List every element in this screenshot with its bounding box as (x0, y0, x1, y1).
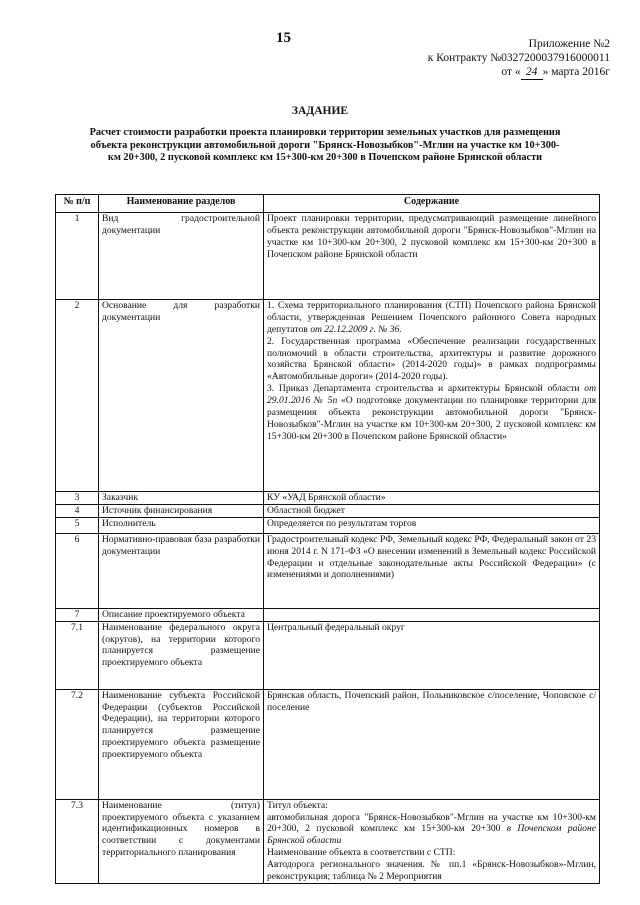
appendix-title: Приложение №2 (528, 38, 610, 50)
date-suffix: » марта 2016г (542, 66, 610, 78)
table-row (56, 517, 600, 533)
row-name: Основание для разработки документации (99, 299, 264, 491)
document-subtitle: Расчет стоимости разработки проекта планировки территории земельных участков для размещения объекта реконструкции автомобильной дороги "Брянск-Новозыбков"-Мглин на участке км 10+300-км 20+300, 2 пусковой комплекс км 15+300-км 20+300 в Почепском районе Брянской области (89, 127, 561, 164)
table-row (56, 621, 600, 689)
row-number: 4 (56, 504, 99, 517)
table-row (56, 689, 600, 799)
table-header-row (56, 195, 600, 213)
title-value: автомобильная дорога "Брянск-Новозыбков"-Мглин на участке км 10+300-км 20+300, 2 пусковой комплекс км 15+300-км 20+300 в Почепском районе Брянской области (267, 811, 596, 847)
row-content: Областной бюджет (264, 504, 600, 517)
basis-item-3: 3. Приказ Департамента строительства и архитектуры Брянской области от 29.01.2016 № 5п «О подготовке документации по планировке территории для размещения объекта реконструкции автомобильной дороги "Брянск-Новозыбков"-Мглин на участке км 10+300-км 20+300, 2 пусковой комплекс км 15+300-км 20+300 в Почепском районе Брянской области» (267, 383, 597, 442)
row-content: Определяется по результатам торгов (264, 517, 600, 533)
row-number: 5 (56, 517, 99, 533)
table-row (56, 299, 600, 491)
table-row (56, 504, 600, 517)
task-table (55, 194, 600, 884)
row-name: Наименование федерального округа (округов), на территории которого планируется размещение проектируемого объекта (99, 621, 264, 689)
row-content: Проект планировки территории, предусматривающий размещение линейного объекта реконструкции автомобильной дороги "Брянск-Новозыбков"-Мглин на участке км 10+300-км 20+300, 2 пусковой комплекс км 15+300-км 20+300 в Почепском районе Брянской области (264, 212, 600, 299)
row-number: 7.1 (56, 621, 99, 689)
header-number: № п/п (56, 195, 99, 213)
table-row (56, 533, 600, 608)
table-row (56, 491, 600, 504)
row-name: Заказчик (99, 491, 264, 504)
row-number: 7.2 (56, 689, 99, 799)
title-label: Титул объекта: (267, 799, 328, 811)
row-content: Центральный федеральный округ (264, 621, 600, 689)
row-content: Градостроительный кодекс РФ, Земельный кодекс РФ, Федеральный закон от 23 июня 2014 г. N 171-ФЗ «О внесении изменений в Земельный кодекс Российской Федерации и отдельные законодательные акты Российской Федерации» (с изменениями и дополнениями) (264, 533, 600, 608)
stp-name-value: Автодорога регионального значения. № пп.1 «Брянск-Новозыбков»-Мглин, реконструкция; таблица № 2 Мероприятия (267, 859, 596, 883)
row-number: 6 (56, 533, 99, 608)
stp-name-label: Наименование объекта в соответствии с СТП: (267, 847, 456, 859)
page-number: 15 (276, 30, 291, 46)
row-content (264, 299, 600, 491)
header-section-name: Наименование разделов (99, 195, 264, 213)
row-number: 1 (56, 212, 99, 299)
date-prefix: от « (501, 66, 521, 78)
row-name: Наименование (титул) проектируемого объекта с указанием идентификационных номеров в соответствии с документами территориального планирования (99, 799, 264, 883)
basis-item-1: 1. Схема территориального планирования (СТП) Почепского района Брянской области, утвержденная Решением Почепского районного Совета народных депутатов от 22.12.2009 г. № 36. (267, 299, 596, 335)
row-content: КУ «УАД Брянской области» (264, 491, 600, 504)
row-number: 7 (56, 608, 99, 621)
row-content: Брянская область, Почепский район, Польниковское с/поселение, Чоповское с/поселение (264, 689, 600, 799)
row-number: 7.3 (56, 799, 99, 883)
row-content (264, 608, 600, 621)
header-content: Содержание (264, 195, 600, 213)
row-name: Описание проектируемого объекта (99, 608, 264, 621)
date-day: 24 (521, 65, 543, 80)
appendix-header (370, 37, 610, 80)
row-name: Источник финансирования (99, 504, 264, 517)
row-name: Исполнитель (99, 517, 264, 533)
row-name: Вид градостроительной документации (99, 212, 264, 299)
document-title: ЗАДАНИЕ (291, 105, 349, 117)
table-row (56, 608, 600, 621)
basis-item-2: 2. Государственная программа «Обеспечение реализации государственных полномочий в области строительства, архитектуры и развитие дорожного хозяйства Брянской области» (2014-2020 годы)» в рамках подпрограммы «Автомобильные дороги» (2014-2020 годы). (267, 335, 596, 383)
table-row (56, 212, 600, 299)
row-number: 3 (56, 491, 99, 504)
row-content (264, 799, 600, 883)
row-name: Наименование субъекта Российской Федерации (субъектов Российской Федерации), на территории которого планируется размещение проектируемого объекта размещение проектируемого объекта (99, 689, 264, 799)
table-row (56, 799, 600, 883)
appendix-date (370, 65, 610, 80)
row-name: Нормативно-правовая база разработки документации (99, 533, 264, 608)
row-number: 2 (56, 299, 99, 491)
appendix-contract: к Контракту №0327200037916000011 (427, 52, 610, 64)
